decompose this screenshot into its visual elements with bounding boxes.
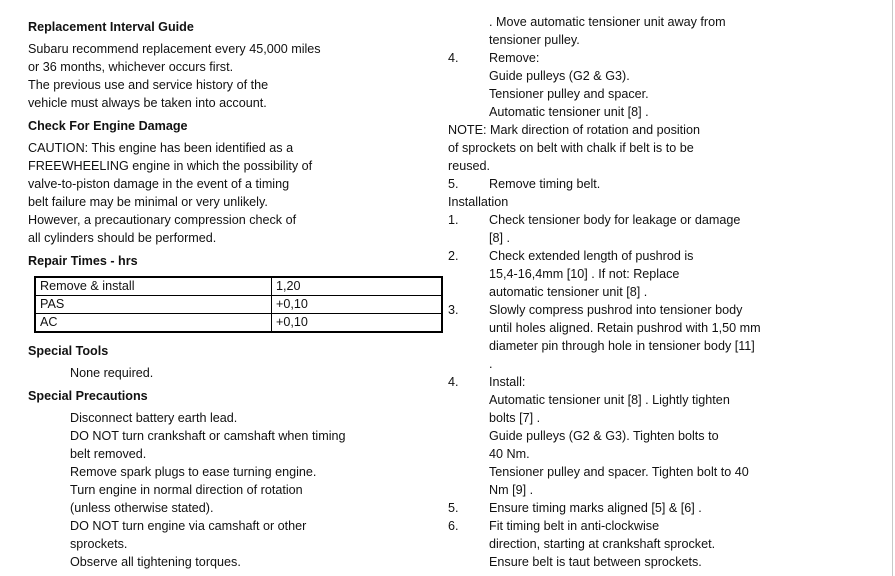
step-number: 4. <box>448 51 459 65</box>
interval-heading: Replacement Interval Guide <box>28 20 194 34</box>
precaution-line: Disconnect battery earth lead. <box>70 411 238 425</box>
step-text: . Move automatic tensioner unit away from <box>489 15 726 29</box>
repair-times-table <box>34 276 443 333</box>
step-number: 5. <box>448 177 459 191</box>
table-cell-operation: PAS <box>35 296 272 314</box>
step-number: 2. <box>448 249 459 263</box>
step-text: Slowly compress pushrod into tensioner body <box>489 303 743 317</box>
table-cell-hours: +0,10 <box>272 296 443 314</box>
precaution-line: DO NOT turn engine via camshaft or other <box>70 519 307 533</box>
damage-line: belt failure may be minimal or very unlikely. <box>28 195 268 209</box>
damage-line: FREEWHEELING engine in which the possibility of <box>28 159 313 173</box>
step-text: Nm [9] . <box>489 483 534 497</box>
step-text: tensioner pulley. <box>489 33 580 47</box>
procedure-text: NOTE: Mark direction of rotation and position <box>448 123 700 137</box>
precaution-line: Observe all tightening torques. <box>70 555 241 569</box>
step-text: Automatic tensioner unit [8] . Lightly tighten <box>489 393 730 407</box>
step-text: Fit timing belt in anti-clockwise <box>489 519 660 533</box>
step-text: Remove timing belt. <box>489 177 601 191</box>
table-cell-operation: AC <box>35 314 272 333</box>
step-text: . <box>489 357 493 371</box>
step-text: Check extended length of pushrod is <box>489 249 694 263</box>
precaution-line: Remove spark plugs to ease turning engine. <box>70 465 317 479</box>
tools-heading: Special Tools <box>28 344 109 358</box>
step-text: bolts [7] . <box>489 411 541 425</box>
step-text: diameter pin through hole in tensioner body [11] <box>489 339 755 353</box>
step-text: [8] . <box>489 231 510 245</box>
step-text: Tensioner pulley and spacer. Tighten bolt to 40 <box>489 465 749 479</box>
precautions-heading: Special Precautions <box>28 389 148 403</box>
step-text: Ensure timing marks aligned [5] & [6] . <box>489 501 702 515</box>
damage-line: However, a precautionary compression check of <box>28 213 297 227</box>
procedure-text: of sprockets on belt with chalk if belt is to be <box>448 141 694 155</box>
step-text: automatic tensioner unit [8] . <box>489 285 648 299</box>
interval-line: The previous use and service history of the <box>28 78 269 92</box>
damage-heading: Check For Engine Damage <box>28 119 188 133</box>
interval-line: Subaru recommend replacement every 45,000 miles <box>28 42 321 56</box>
step-text: Check tensioner body for leakage or damage <box>489 213 741 227</box>
table-cell-operation: Remove & install <box>35 277 272 296</box>
repair-times-heading: Repair Times - hrs <box>28 254 138 268</box>
procedure-text: reused. <box>448 159 491 173</box>
interval-line: or 36 months, whichever occurs first. <box>28 60 234 74</box>
table-cell-hours: 1,20 <box>272 277 443 296</box>
table-row <box>35 277 442 296</box>
step-number: 3. <box>448 303 459 317</box>
step-text: until holes aligned. Retain pushrod with 1,50 mm <box>489 321 761 335</box>
table-row <box>35 296 442 314</box>
table-cell-hours: +0,10 <box>272 314 443 333</box>
precaution-line: belt removed. <box>70 447 147 461</box>
damage-line: valve-to-piston damage in the event of a timing <box>28 177 290 191</box>
step-text: Install: <box>489 375 526 389</box>
step-number: 5. <box>448 501 459 515</box>
precaution-line: DO NOT turn crankshaft or camshaft when timing <box>70 429 346 443</box>
table-row <box>35 314 442 333</box>
step-number: 4. <box>448 375 459 389</box>
interval-line: vehicle must always be taken into account. <box>28 96 267 110</box>
step-text: Guide pulleys (G2 & G3). Tighten bolts to <box>489 429 719 443</box>
step-number: 6. <box>448 519 459 533</box>
step-text: Guide pulleys (G2 & G3). <box>489 69 630 83</box>
step-text: 40 Nm. <box>489 447 530 461</box>
damage-line: all cylinders should be performed. <box>28 231 217 245</box>
damage-line: CAUTION: This engine has been identified as a <box>28 141 294 155</box>
step-text: Ensure belt is taut between sprockets. <box>489 555 702 569</box>
procedure-text: Installation <box>448 195 509 209</box>
precaution-line: (unless otherwise stated). <box>70 501 214 515</box>
step-text: Tensioner pulley and spacer. <box>489 87 649 101</box>
step-text: Automatic tensioner unit [8] . <box>489 105 649 119</box>
precaution-line: sprockets. <box>70 537 128 551</box>
step-text: 15,4-16,4mm [10] . If not: Replace <box>489 267 680 281</box>
step-text: Remove: <box>489 51 540 65</box>
step-number: 1. <box>448 213 459 227</box>
tools-line: None required. <box>70 366 154 380</box>
precaution-line: Turn engine in normal direction of rotation <box>70 483 303 497</box>
step-text: direction, starting at crankshaft sprocket. <box>489 537 716 551</box>
